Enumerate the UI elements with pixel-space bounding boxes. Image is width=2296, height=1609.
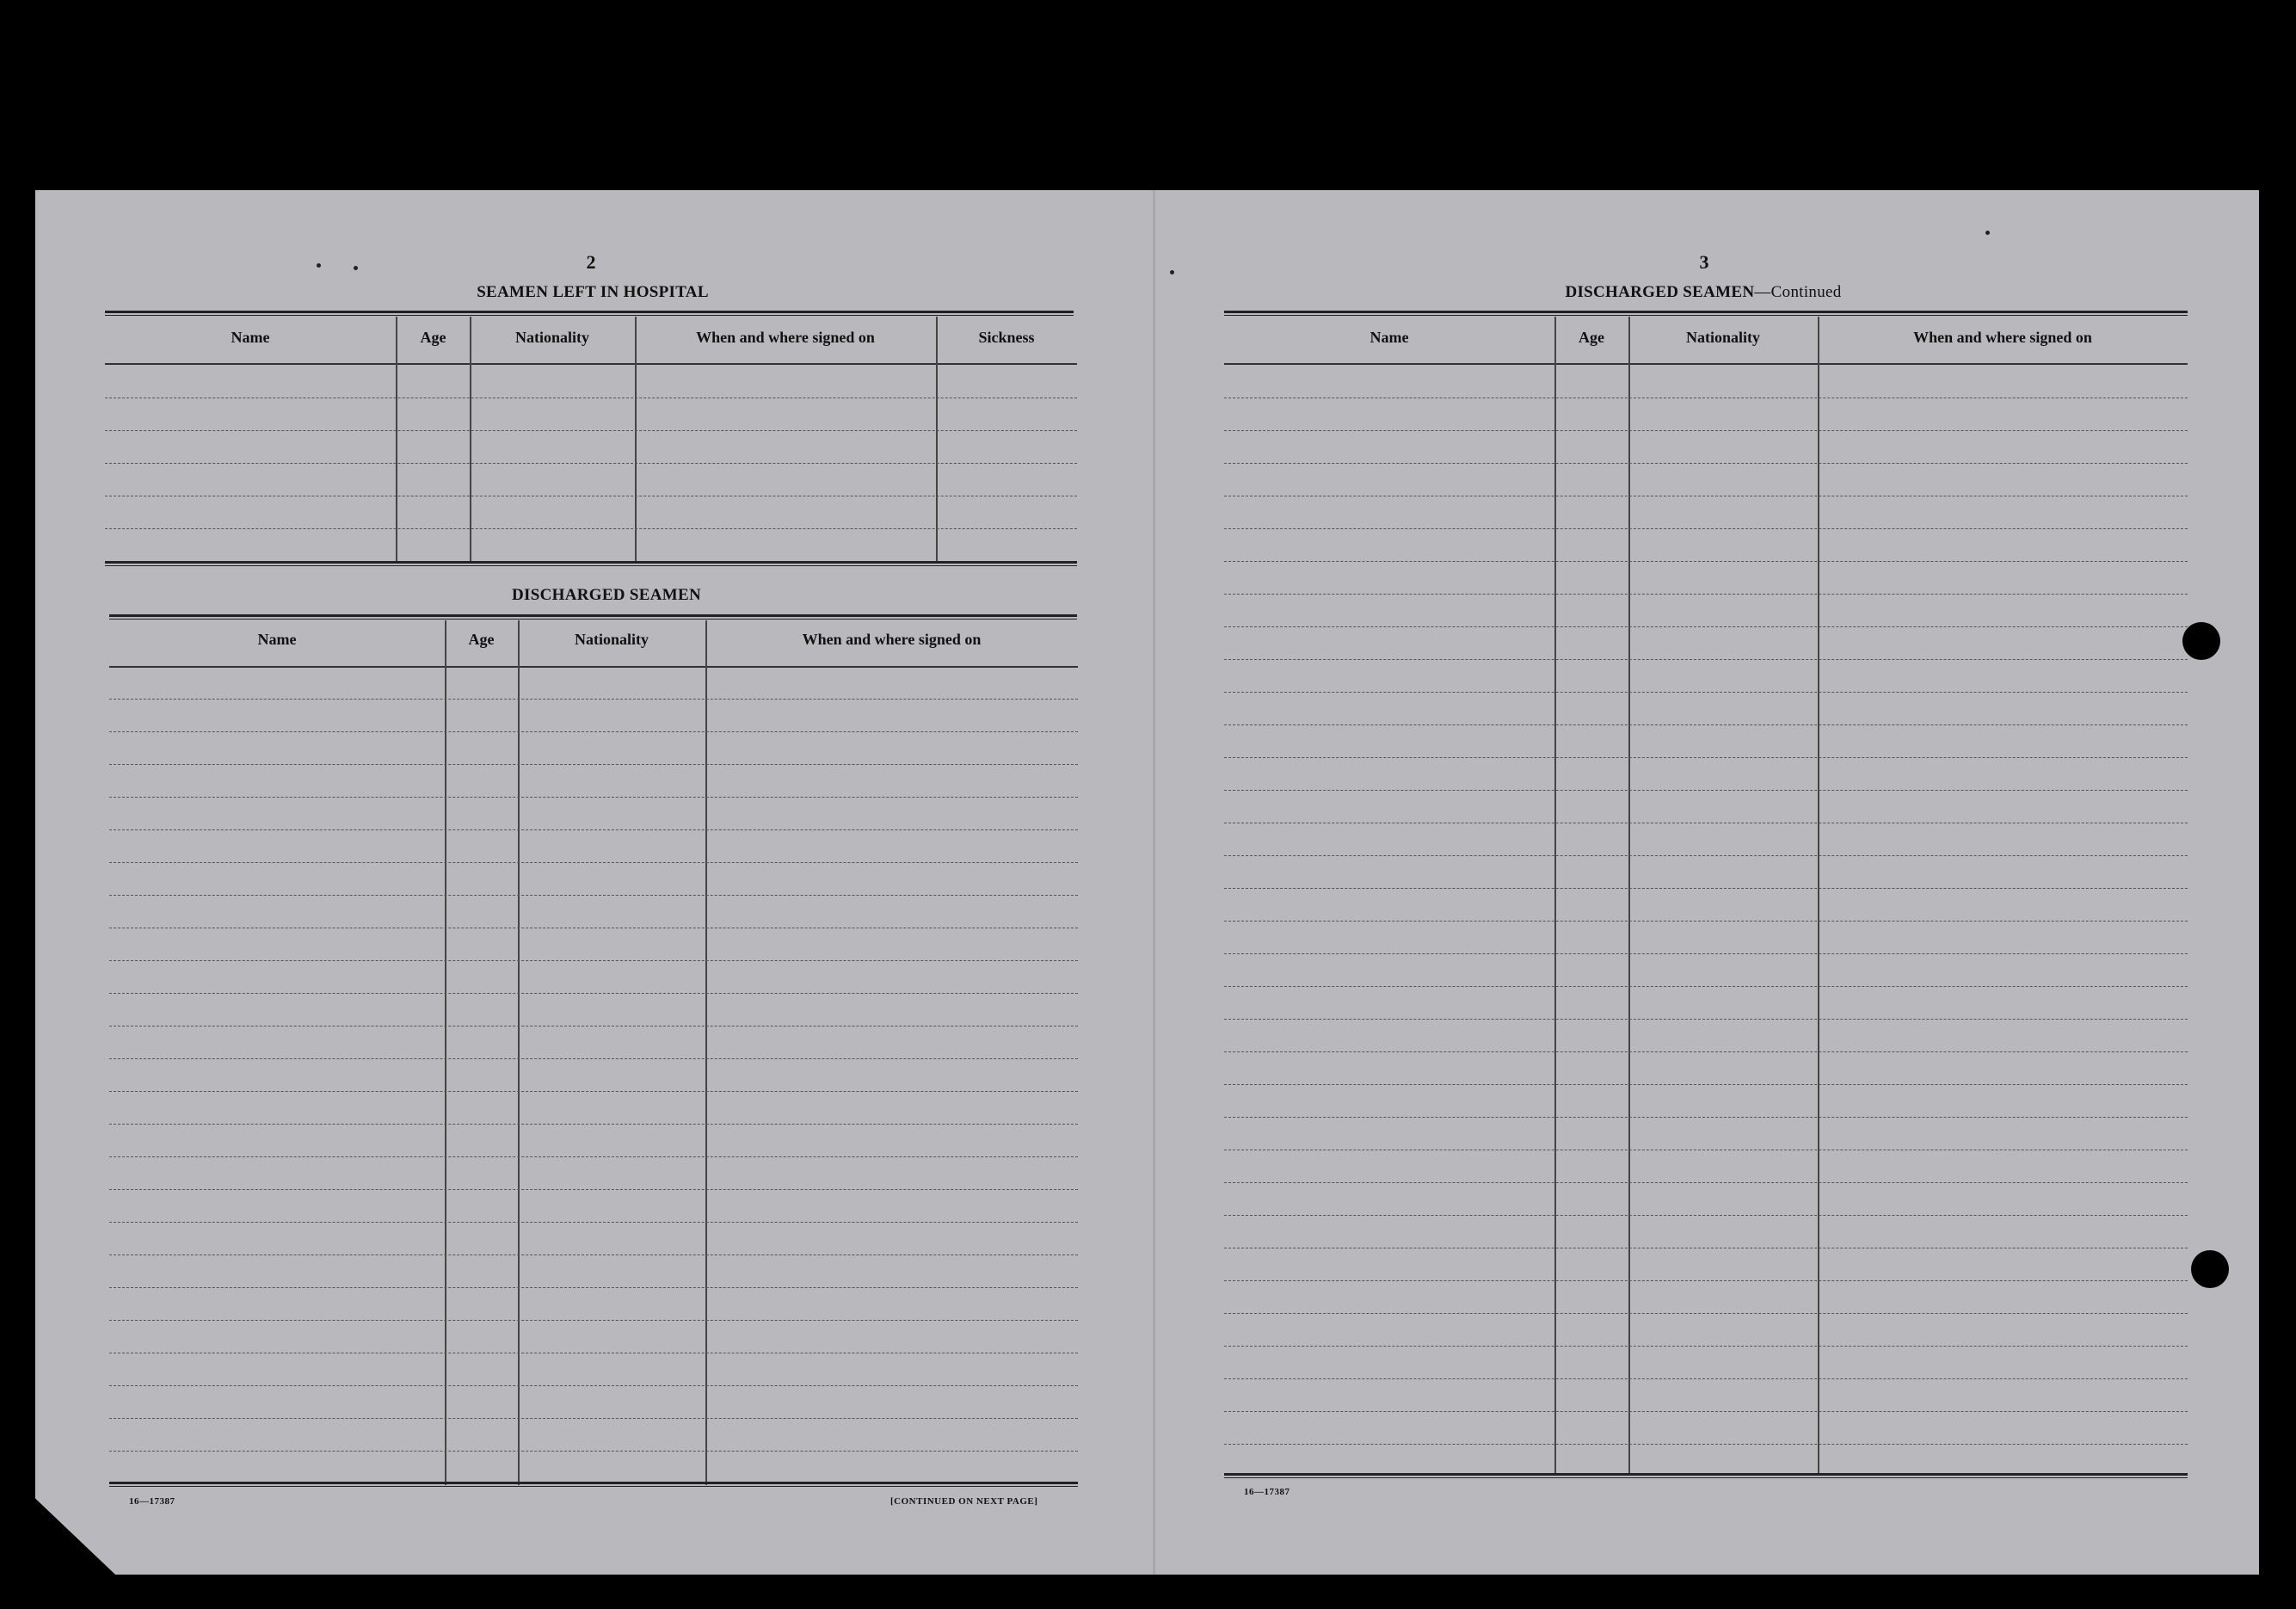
column-divider bbox=[1818, 317, 1819, 1475]
column-divider bbox=[705, 620, 707, 1485]
form-number-left: 16—17387 bbox=[129, 1496, 175, 1507]
hospital-top-rule bbox=[105, 311, 1074, 316]
table-row bbox=[1224, 430, 2188, 431]
table-row bbox=[1224, 1378, 2188, 1379]
col-header-signed-on: When and where signed on bbox=[696, 329, 875, 346]
table-row bbox=[109, 1058, 1078, 1059]
ink-speck bbox=[317, 263, 321, 268]
col-header-nationality: Nationality bbox=[574, 631, 649, 648]
continued-note: [CONTINUED ON NEXT PAGE] bbox=[890, 1496, 1038, 1507]
col-header-nationality: Nationality bbox=[514, 329, 589, 346]
table-row bbox=[109, 764, 1078, 765]
ink-speck bbox=[354, 266, 358, 270]
col-header-age: Age bbox=[420, 329, 446, 346]
title-continued: —Continued bbox=[1754, 283, 1842, 301]
table-row bbox=[1224, 921, 2188, 922]
table-row bbox=[1224, 986, 2188, 987]
column-divider bbox=[936, 317, 938, 563]
column-divider bbox=[1628, 317, 1630, 1475]
discharged-bottom-rule bbox=[109, 1482, 1078, 1487]
header-underline bbox=[1224, 363, 2188, 365]
table-row bbox=[109, 829, 1078, 830]
table-row bbox=[1224, 1313, 2188, 1314]
table-row bbox=[1224, 790, 2188, 791]
table-row bbox=[1224, 1019, 2188, 1020]
col-header-signed-on: When and where signed on bbox=[1913, 329, 2092, 346]
table-row bbox=[109, 1189, 1078, 1190]
col-header-sickness: Sickness bbox=[978, 329, 1035, 346]
table-row bbox=[1224, 594, 2188, 595]
column-divider bbox=[518, 620, 520, 1485]
header-underline bbox=[109, 666, 1078, 668]
punch-hole-upper bbox=[2182, 622, 2220, 660]
right-top-rule bbox=[1224, 311, 2188, 316]
column-divider bbox=[396, 317, 397, 563]
page-fold bbox=[1153, 190, 1155, 1575]
punch-hole-lower bbox=[2191, 1250, 2229, 1288]
table-row bbox=[1224, 463, 2188, 464]
table-row bbox=[1224, 626, 2188, 627]
table-row bbox=[1224, 659, 2188, 660]
table-row bbox=[1224, 528, 2188, 529]
page-number-left: 2 bbox=[586, 251, 596, 273]
table-row bbox=[1224, 724, 2188, 725]
table-row bbox=[109, 1287, 1078, 1288]
column-divider bbox=[1554, 317, 1556, 1475]
table-row bbox=[105, 463, 1077, 464]
table-row bbox=[1224, 692, 2188, 693]
table-row bbox=[109, 1418, 1078, 1419]
form-number-right: 16—17387 bbox=[1244, 1487, 1290, 1497]
table-row bbox=[109, 960, 1078, 961]
column-divider bbox=[445, 620, 446, 1485]
table-row bbox=[109, 993, 1078, 994]
table-row bbox=[105, 528, 1077, 529]
discharged-top-rule bbox=[109, 614, 1077, 620]
table-row bbox=[1224, 1117, 2188, 1118]
table-row bbox=[109, 1124, 1078, 1125]
column-divider bbox=[470, 317, 471, 563]
table-row bbox=[105, 430, 1077, 431]
column-divider bbox=[635, 317, 637, 563]
table-row bbox=[1224, 1051, 2188, 1052]
discharged-table-right bbox=[1224, 317, 2188, 1478]
ink-speck bbox=[1985, 231, 1990, 235]
header-underline bbox=[105, 363, 1077, 365]
table-row bbox=[109, 1320, 1078, 1321]
table-row bbox=[1224, 1280, 2188, 1281]
table-row bbox=[1224, 757, 2188, 758]
table-row bbox=[1224, 1215, 2188, 1216]
col-header-age: Age bbox=[468, 631, 495, 648]
hospital-table bbox=[105, 317, 1077, 566]
discharged-table-left bbox=[109, 620, 1078, 1489]
table-row bbox=[1224, 1411, 2188, 1412]
col-header-name: Name bbox=[257, 631, 297, 648]
page-number-right: 3 bbox=[1699, 251, 1709, 273]
hospital-section-title: SEAMEN LEFT IN HOSPITAL bbox=[477, 283, 709, 301]
table-row bbox=[109, 699, 1078, 700]
col-header-nationality: Nationality bbox=[1685, 329, 1760, 346]
ink-speck bbox=[1170, 270, 1174, 274]
table-row bbox=[1224, 953, 2188, 954]
table-row bbox=[1224, 1182, 2188, 1183]
table-row bbox=[109, 1156, 1078, 1157]
table-row bbox=[109, 862, 1078, 863]
discharged-continued-title bbox=[1497, 283, 1910, 302]
col-header-age: Age bbox=[1579, 329, 1604, 346]
hospital-bottom-rule bbox=[105, 561, 1077, 566]
table-row bbox=[109, 797, 1078, 798]
table-row bbox=[1224, 561, 2188, 562]
table-row bbox=[109, 1222, 1078, 1223]
col-header-signed-on: When and where signed on bbox=[802, 631, 982, 648]
table-row bbox=[109, 1451, 1078, 1452]
col-header-name: Name bbox=[1370, 329, 1409, 346]
table-row bbox=[1224, 888, 2188, 889]
table-row bbox=[109, 1091, 1078, 1092]
table-row bbox=[109, 895, 1078, 896]
table-row bbox=[1224, 855, 2188, 856]
table-row bbox=[1224, 1084, 2188, 1085]
table-row bbox=[1224, 1444, 2188, 1445]
title-main: DISCHARGED SEAMEN bbox=[1565, 283, 1755, 301]
right-bottom-rule bbox=[1224, 1473, 2188, 1478]
discharged-section-title: DISCHARGED SEAMEN bbox=[512, 586, 701, 604]
col-header-name: Name bbox=[231, 329, 270, 346]
table-row bbox=[1224, 1346, 2188, 1347]
table-row bbox=[109, 731, 1078, 732]
table-row bbox=[109, 1385, 1078, 1386]
